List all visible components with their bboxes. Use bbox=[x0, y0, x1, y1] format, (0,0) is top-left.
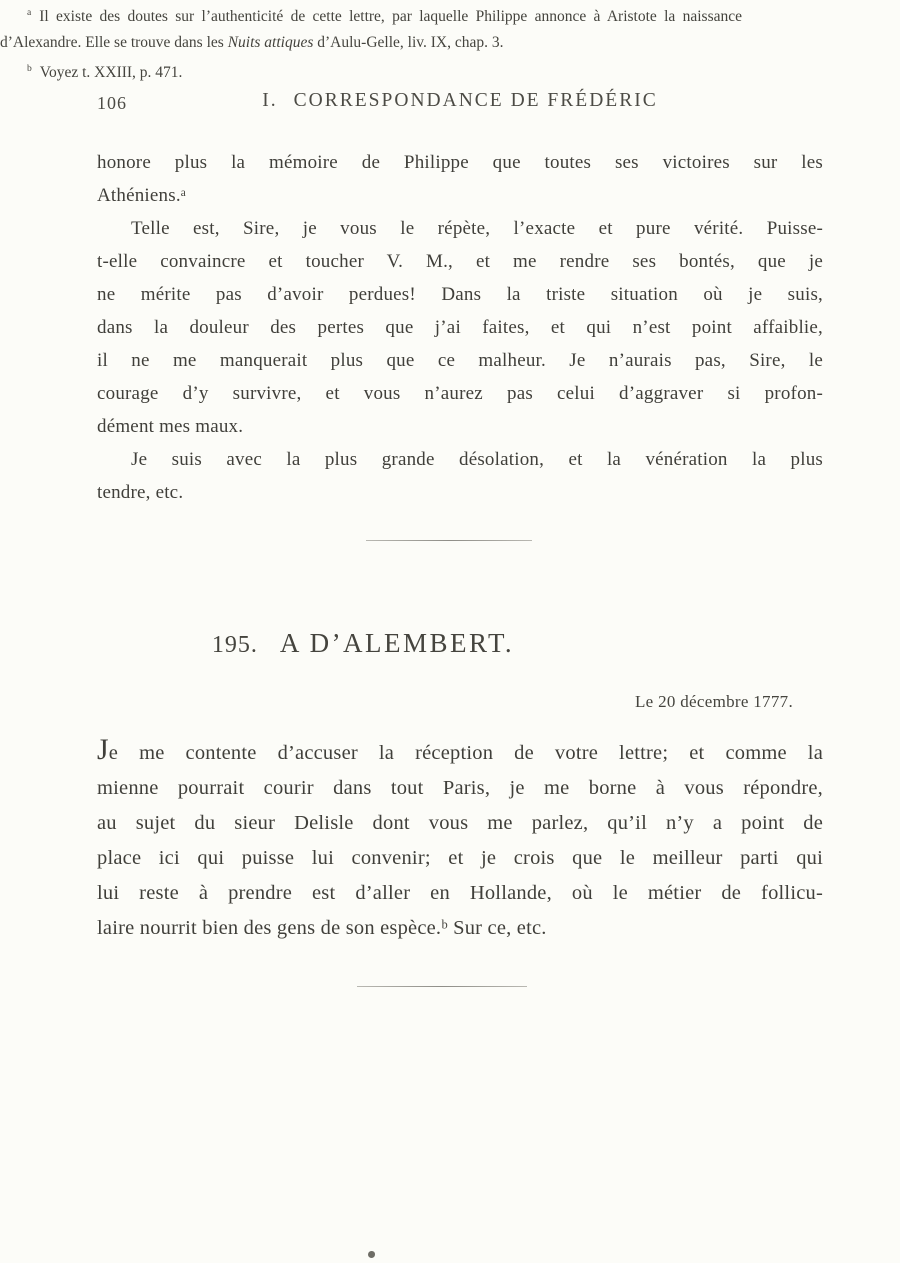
text-line: au sujet du sieur Delisle dont vous me parlez, qu’il n’y a point de bbox=[97, 812, 823, 834]
footnote-a bbox=[0, 0, 742, 56]
header-title-text: CORRESPONDANCE DE FRÉDÉRIC bbox=[293, 90, 658, 111]
footnote-marker: a bbox=[27, 7, 32, 18]
plain-text: Voyez t. XXIII, p. 471. bbox=[39, 64, 183, 82]
letter-dateline: Le 20 décembre 1777. bbox=[635, 692, 793, 711]
letter-194-closing-text bbox=[97, 146, 823, 509]
text-line: ne mérite pas d’avoir perdues! Dans la triste situation où je suis, bbox=[97, 284, 823, 305]
italic-text: Nuits attiques bbox=[227, 34, 314, 52]
paragraph bbox=[97, 443, 823, 509]
section-divider-rule bbox=[366, 540, 532, 541]
paragraph bbox=[97, 146, 823, 212]
letter-number: 195. bbox=[211, 632, 258, 658]
letter-195-body bbox=[97, 733, 823, 946]
letter-title: A D’ALEMBERT. bbox=[279, 628, 515, 658]
text-line: il ne me manquerait plus que ce malheur. Je n’aurais pas, Sire, le bbox=[97, 350, 823, 371]
footnotes bbox=[0, 0, 742, 86]
header-title bbox=[97, 90, 823, 112]
running-header bbox=[97, 90, 823, 120]
paragraph bbox=[97, 212, 823, 443]
text-line: Je suis avec la plus grande désolation, et la vénération la plus bbox=[131, 449, 823, 470]
plain-text: Il existe des doutes sur l’authenticité de cette lettre, par laquelle Philippe annonce à Aristote la naissance d’Alexandre. Elle se trouve dans les bbox=[0, 8, 742, 52]
text-line: lui reste à prendre est d’aller en Hollande, où le métier de follicu- bbox=[97, 882, 823, 904]
header-section-numeral: I. bbox=[262, 90, 278, 111]
footnote-marker: b bbox=[27, 63, 32, 75]
text-line: place ici qui puisse lui convenir; et je crois que le meilleur parti qui bbox=[97, 847, 823, 869]
text-line: courage d’y survivre, et vous n’aurez pas celui d’aggraver si profon- bbox=[97, 383, 823, 404]
text-line: Athéniens.ᵃ bbox=[97, 185, 187, 206]
paragraph bbox=[97, 733, 823, 946]
plain-text: d’Aulu-Gelle, liv. IX, chap. 3. bbox=[313, 34, 504, 52]
text-line: tendre, etc. bbox=[97, 482, 184, 503]
letter-195-heading bbox=[0, 628, 726, 659]
footnote-divider-rule bbox=[357, 986, 527, 987]
text-line: Je me contente d’accuser la réception de votre lettre; et comme la bbox=[97, 734, 823, 766]
ink-speck-artifact bbox=[368, 1251, 375, 1258]
text-line: mienne pourrait courir dans tout Paris, je me borne à vous répondre, bbox=[97, 777, 823, 799]
footnote-b bbox=[0, 56, 742, 86]
page-number: 106 bbox=[97, 93, 127, 113]
text-line: honore plus la mémoire de Philippe que toutes ses victoires sur les bbox=[97, 152, 823, 173]
text-line: t-elle convaincre et toucher V. M., et me rendre ses bontés, que je bbox=[97, 251, 823, 272]
text-line: Telle est, Sire, je vous le répète, l’exacte et pure vérité. Puisse- bbox=[131, 218, 823, 239]
text-line: dément mes maux. bbox=[97, 416, 244, 437]
text-line: laire nourrit bien des gens de son espèce.ᵇ Sur ce, etc. bbox=[97, 917, 547, 939]
text-line: dans la douleur des pertes que j’ai faites, et qui n’est point affaiblie, bbox=[97, 317, 823, 338]
footnote-text bbox=[40, 64, 183, 81]
footnote-text bbox=[0, 8, 742, 51]
